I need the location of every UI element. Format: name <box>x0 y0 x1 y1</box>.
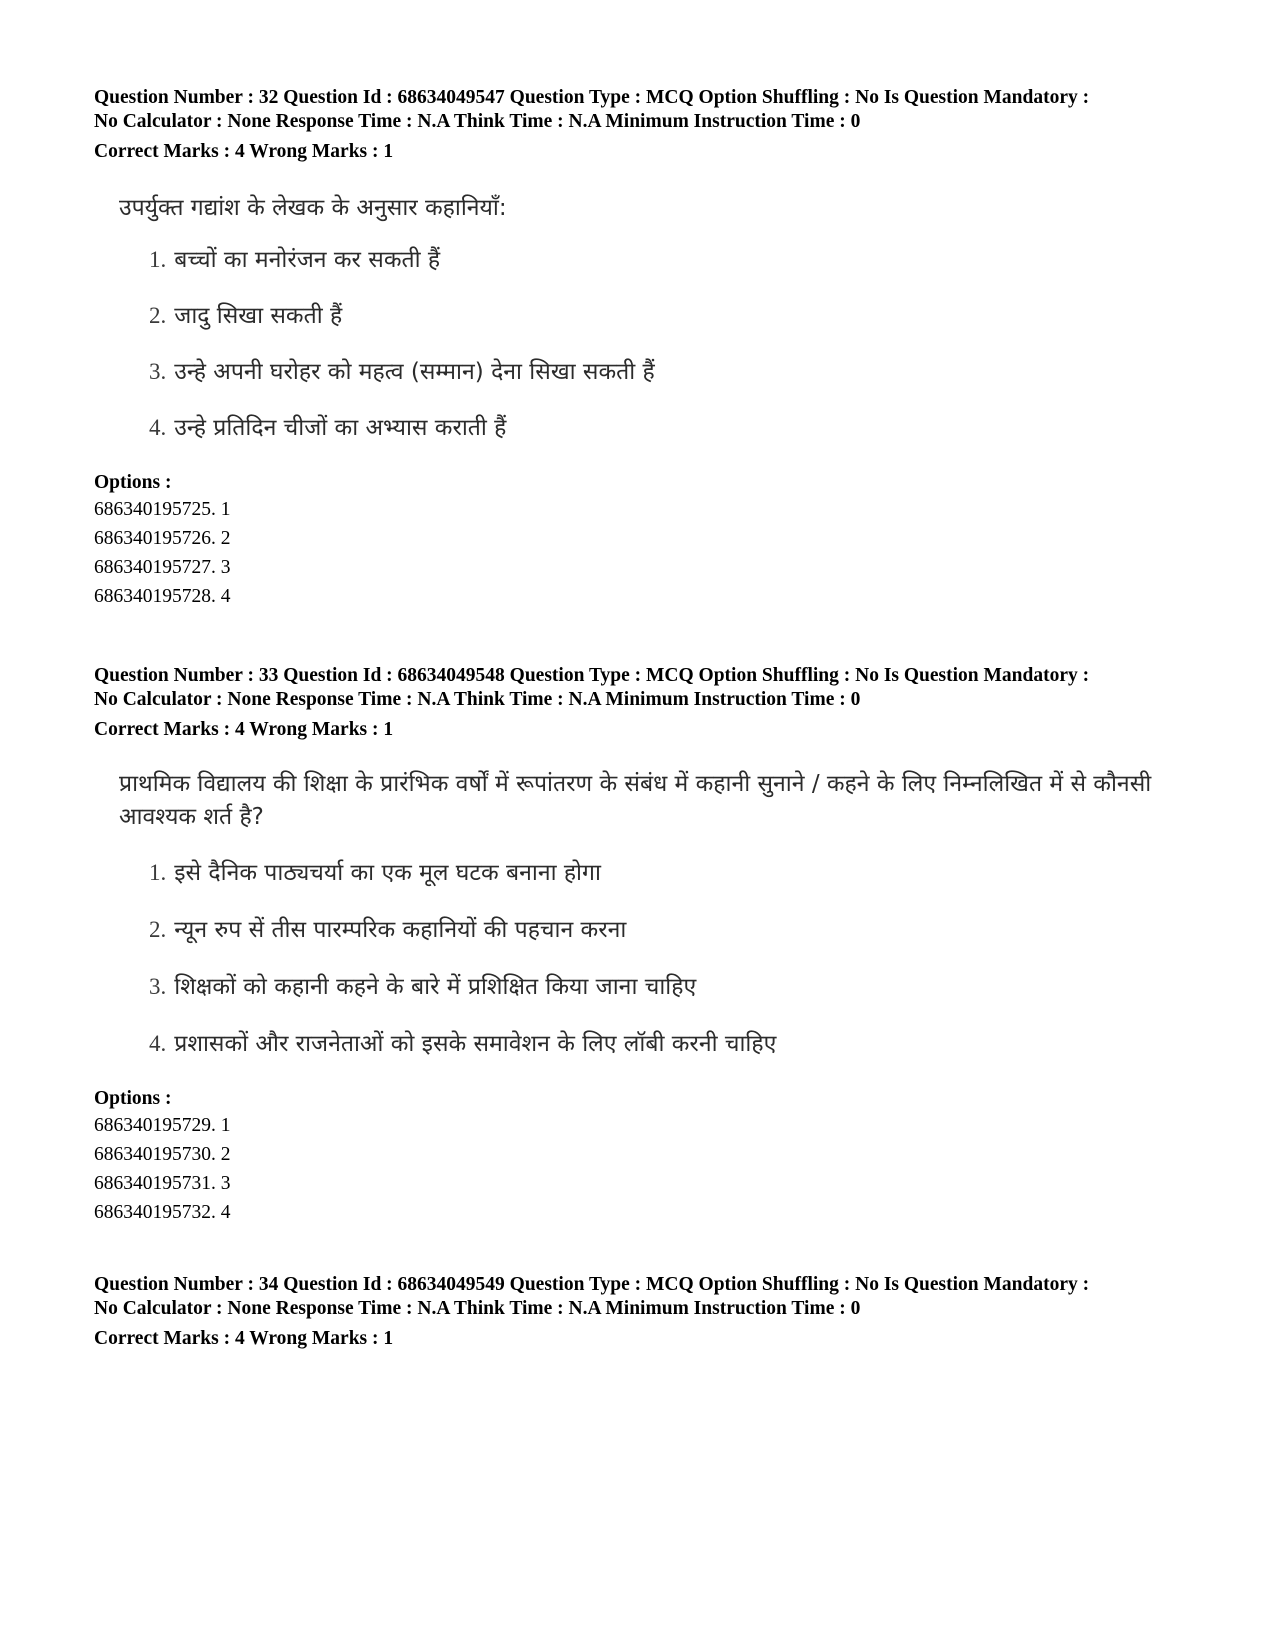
question-33 <box>94 664 1214 1227</box>
question-stem: उपर्युक्त गद्यांश के लेखक के अनुसार कहानियाँ: <box>119 195 507 221</box>
statement-number: 2. <box>149 303 167 328</box>
question-marks: Correct Marks : 4 Wrong Marks : 1 <box>94 141 394 162</box>
statement-text: बच्चों का मनोरंजन कर सकती हैं <box>174 247 441 273</box>
statement-text: प्रशासकों और राजनेताओं को इसके समावेशन के लिए लॉबी करनी चाहिए <box>174 1031 777 1057</box>
statement-item <box>149 413 1214 443</box>
question-34 <box>94 1273 1214 1351</box>
statement-text: जादु सिखा सकती हैं <box>174 303 343 329</box>
statement-list <box>119 858 1214 1059</box>
option-item: 686340195726. 2 <box>94 528 231 549</box>
question-meta-line-1: Question Number : 34 Question Id : 68634049549 Question Type : MCQ Option Shuffling : No Is Question Mandatory : <box>94 1274 1090 1295</box>
question-stem: प्राथमिक विद्यालय की शिक्षा के प्रारंभिक वर्षों में रूपांतरण के संबंध में कहानी सुनाने / कहने के लिए निम्नलिखित में से कौनसी आवश्यक शर्त है? <box>119 771 1152 830</box>
question-marks: Correct Marks : 4 Wrong Marks : 1 <box>94 1328 394 1349</box>
option-item: 686340195725. 1 <box>94 499 231 520</box>
statement-item <box>149 357 1214 387</box>
statement-number: 3. <box>149 974 167 999</box>
option-item: 686340195732. 4 <box>94 1202 231 1223</box>
statement-text: शिक्षकों को कहानी कहने के बारे में प्रशिक्षित किया जाना चाहिए <box>174 974 697 1000</box>
statement-text: उन्हे प्रतिदिन चीजों का अभ्यास कराती हैं <box>174 415 507 441</box>
statement-number: 4. <box>149 415 167 440</box>
question-marks: Correct Marks : 4 Wrong Marks : 1 <box>94 719 394 740</box>
statement-list <box>119 245 1214 443</box>
statement-number: 3. <box>149 359 167 384</box>
option-item: 686340195728. 4 <box>94 586 231 607</box>
option-item: 686340195731. 3 <box>94 1173 231 1194</box>
statement-text: इसे दैनिक पाठ्यचर्या का एक मूल घटक बनाना होगा <box>174 860 601 886</box>
question-32 <box>94 86 1214 611</box>
question-content-image <box>119 192 1214 443</box>
statement-item <box>149 1029 1214 1059</box>
statement-text: उन्हे अपनी घरोहर को महत्व (सम्मान) देना सिखा सकती हैं <box>174 359 655 385</box>
question-meta-line-1: Question Number : 33 Question Id : 68634049548 Question Type : MCQ Option Shuffling : No Is Question Mandatory : <box>94 665 1090 686</box>
statement-number: 1. <box>149 247 167 272</box>
question-content-image <box>119 768 1214 1059</box>
statement-number: 1. <box>149 860 167 885</box>
statement-item <box>149 858 1214 888</box>
question-meta-line-2: No Calculator : None Response Time : N.A Think Time : N.A Minimum Instruction Time : 0 <box>94 1298 861 1319</box>
question-meta-line-2: No Calculator : None Response Time : N.A Think Time : N.A Minimum Instruction Time : 0 <box>94 111 861 132</box>
option-item: 686340195729. 1 <box>94 1115 231 1136</box>
statement-text: न्यून रुप सें तीस पारम्परिक कहानियों की पहचान करना <box>174 917 627 943</box>
question-meta-line-2: No Calculator : None Response Time : N.A Think Time : N.A Minimum Instruction Time : 0 <box>94 689 861 710</box>
option-item: 686340195730. 2 <box>94 1144 231 1165</box>
statement-item <box>149 972 1214 1002</box>
statement-item <box>149 915 1214 945</box>
options-label: Options : <box>94 472 172 493</box>
statement-item <box>149 245 1214 275</box>
statement-number: 4. <box>149 1031 167 1056</box>
statement-number: 2. <box>149 917 167 942</box>
statement-item <box>149 301 1214 331</box>
option-item: 686340195727. 3 <box>94 557 231 578</box>
question-meta-line-1: Question Number : 32 Question Id : 68634049547 Question Type : MCQ Option Shuffling : No Is Question Mandatory : <box>94 87 1090 108</box>
options-label: Options : <box>94 1088 172 1109</box>
